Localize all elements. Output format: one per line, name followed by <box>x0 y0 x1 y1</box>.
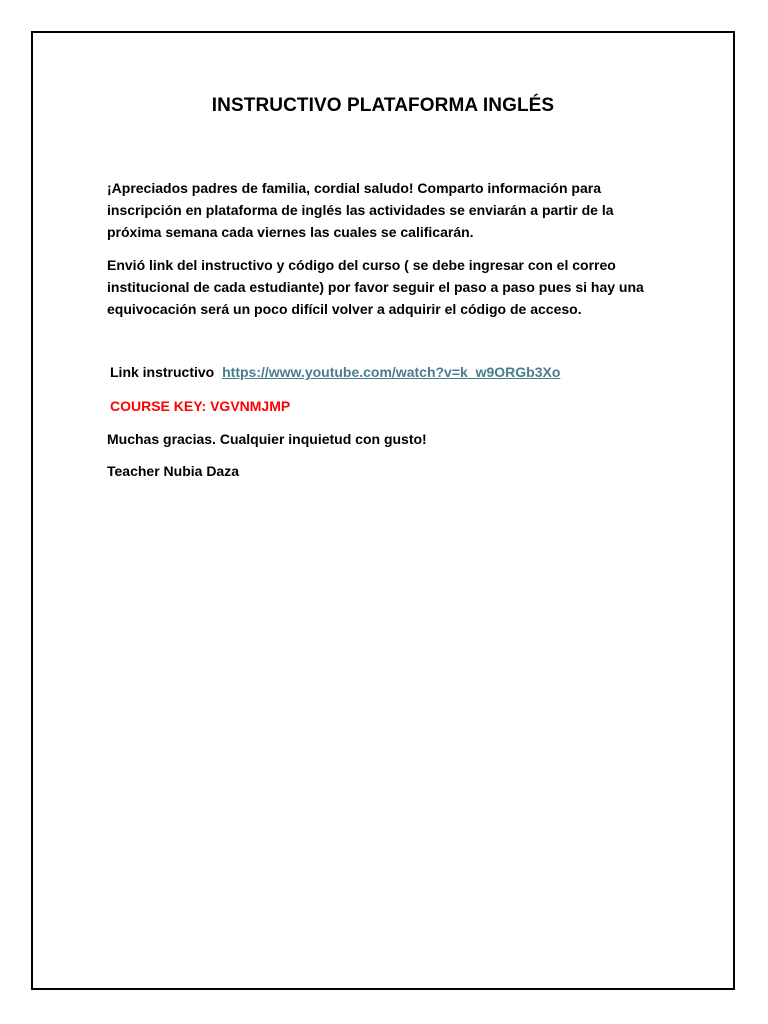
link-line <box>110 361 560 383</box>
greeting-paragraph: ¡Apreciados padres de familia, cordial saludo! Comparto información para inscripción en plataforma de inglés las actividades se enviarán a partir de la próxima semana cada viernes las cuales se calificarán. <box>107 180 614 240</box>
page-frame <box>31 31 735 990</box>
thanks-text: Muchas gracias. Cualquier inquietud con gusto! <box>107 431 427 447</box>
instructions-paragraph: Envió link del instructivo y código del curso ( se debe ingresar con el correo institucional de cada estudiante) por favor seguir el paso a paso pues si hay una equivocación será un poco difícil volver a adquirir el código de acceso. <box>107 257 644 317</box>
course-key-label: COURSE KEY: <box>110 398 207 414</box>
document-title: INSTRUCTIVO PLATAFORMA INGLÉS <box>211 95 555 116</box>
instructive-video-link[interactable]: https://www.youtube.com/watch?v=k_w9ORGb3Xo <box>222 364 561 380</box>
link-label: Link instructivo <box>110 364 215 380</box>
course-key-line <box>110 395 290 417</box>
signature: Teacher Nubia Daza <box>107 463 240 479</box>
course-key-value: VGVNMJMP <box>210 398 291 414</box>
